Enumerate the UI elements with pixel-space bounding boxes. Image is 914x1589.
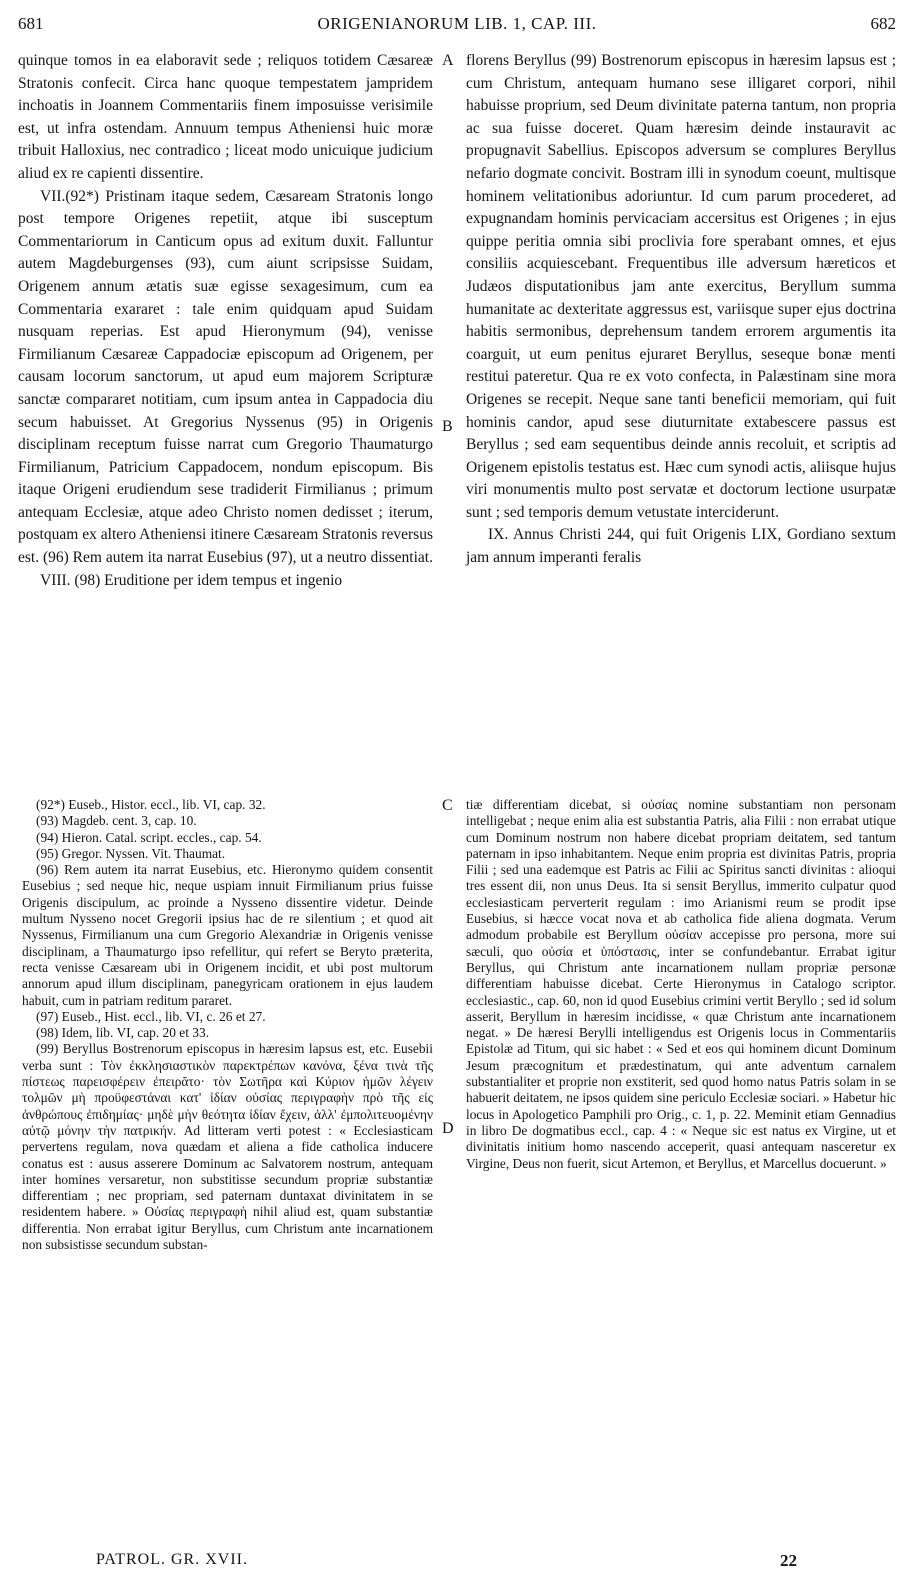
paragraph: quinque tomos in ea elaboravit sede ; reliquos totidem Cæsareæ Stratonis confecit. Circa hanc quoque tempestatem jampridem inchoatis in Joannem Commentariis finem imposuisse verisimile est, ut infra ostendam. Annuum tempus Atheniensi huic moræ tribuit Halloxius, nec contradico ; liceat modo unicuique judicium aliud ex re capienti dissentire. (18, 52, 433, 182)
running-header (18, 10, 896, 38)
main-column-left (18, 50, 433, 592)
footnotes-left (22, 797, 433, 1253)
paragraph-ix-start: IX. Annus Christi 244, qui fuit Origenis LIX, Gordiano sextum jam annum imperanti feralis (466, 526, 896, 567)
margin-marker-a: A (442, 52, 454, 69)
margin-marker-b: B (442, 418, 453, 435)
page-number-right: 682 (870, 14, 896, 33)
footnote: (92*) Euseb., Histor. eccl., lib. VI, cap. 32. (36, 797, 266, 812)
paragraph-viii-cont: florens Beryllus (99) Bostrenorum episcopus in hæresim lapsus est ; cum Christum, antequam humano sese illigaret corpori, nihil habuisse proprium, sed Deum divinitate paterna tantum, non propria ac sua fuisse doceret. Quam hæresim deinde instauravit ac propugnavit Sabellius. Episcopos adversum se complures Beryllus nefario dogmate concivit. Bostram illi in synodum coeunt, multisque hominem velitationibus adoriuntur. Id cum parum procederet, ad expugnandam hominis pervicaciam accersitus est Origenes ; in ejus quippe peritia omnia sibi proclivia fore sperabant omnes, et ejus consiliis acquiescebant. Frequentibus ille adversum hæreticos et Judæos disputationibus jam ante exercitus, Beryllum summa humanitate ac dexteritate aggressus est, variisque super ejus doctrina habitis sermonibus, deprehensum tandem errorem argumentis ita coarguit, ut eum penitus ejuraret Beryllus, seseque bonæ menti restitui pateretur. Qua re ex voto confecta, in Palæstinam sine mora Origenes se recepit. Neque sane tanti beneficii memoriam, qui fuit hominis candor, apud sese diuturnitate extabescere passus est Beryllus ; sed eam sequentibus deinde annis recoluit, et scriptis ad Origenem epistolis testatus est. Hæc cum synodi actis, aliisque hujus viri monumentis multo post servatæ et doctorum lectione usurpatæ sunt ; sed temporis demum vetustate interciderunt. (466, 52, 896, 521)
paragraph-vii: VII.(92*) Pristinam itaque sedem, Cæsaream Stratonis longo post tempore Origenes repetiit, atque ibi susceptum Commentariorum in Canticum opus ad exitum duxit. Falluntur autem Magdeburgenses (93), cum aiunt scripsisse Suidam, Origenem annum ætatis suæ egisse sexagesimum, cum ea Commentaria exararet : tale enim quidquam apud Suidam nusquam reperias. Est apud Hieronymum (94), venisse Firmilianum Cæsareæ Cappadociæ episcopum ad Origenem, per causam locorum sanctorum, ut apud eum majorem Scripturæ sanctæ compararet notitiam, cum ipsum antea in Cappadocia diu secum habuisset. At Gregorius Nyssenus (95) in Origenis disciplinam receptum fuisse narrat cum Gregorio Thaumaturgo Firmilianum, Patricium Cappadocem, nondum episcopum. Bis itaque Origeni erudiendum sese tradiderit Firmilianus ; primum antequam Ecclesiæ, atque adeo Christo nomen dedisset ; iterum, postquam ex altero Atheniensi itinere Cæsaream Stratonis reversus est. (96) Rem autem ita narrat Eusebius (97), ut a neutro dissentiat. (18, 187, 433, 567)
footnote: (99) Beryllus Bostrenorum episcopus in hæresim lapsus est, etc. Eusebii verba sunt : Τὸν ἐκκλησιαστικὸν παρεκτρέπων κανόνα, ξένα τινὰ τῆς πίστεως παρεισφέρειν ἐπειρᾶτο· τὸν Σωτῆρα καὶ Κύριον ἡμῶν λέγειν τολμῶν μὴ προϋφεστάναι κατ' ἰδίαν οὐσίας περιγραφὴν πρὸ τῆς εἰς ἀνθρώπους ἐπιδημίας· μηδὲ μὴν θεότητα ἰδίαν ἔχειν, ἀλλ' ἐμπολιτευομένην αὐτῷ μόνην τὴν πατρικήν. Ad litteram verti potest : « Ecclesiasticam pervertens regulam, nova quædam et aliena a fide catholica inducere conatus est : ausus asserere Dominum ac Salvatorem nostrum, antequam inter homines versaretur, non substitisse secundum propriæ substantiæ differentiam ; nec propriam, sed paternam duntaxat divinitatem in se residentem habere. » Οὐσίας περιγραφὴ nihil aliud est, quam substantiæ differentia. Non errabat igitur Beryllus, cum Christum ante incarnationem non subsistisse secundum substan- (22, 1041, 433, 1253)
footnotes-right (466, 797, 896, 1172)
paragraph-viii-start: VIII. (98) Eruditione per idem tempus et ingenio (40, 571, 343, 589)
footnote: (97) Euseb., Hist. eccl., lib. VI, c. 26 et 27. (36, 1008, 266, 1024)
main-column-right (466, 50, 896, 570)
margin-marker-c: C (442, 797, 453, 814)
footnote: (96) Rem autem ita narrat Eusebius, etc. Hieronymo quidem consentit Eusebius ; sed neque hic, neque uspiam innuit Firmilianum prius fuisse Origenis discipulum, ac proinde a Nysseno dissentire videtur. Deinde multum Nysseno nocet Gregorii ipsius hac de re silentium ; et quod ait Nyssenus, Firmilianum una cum Gregorio Alexandriæ in Origenis venisse disciplinam, a Thaumaturgo ipso refellitur, qui refert se Beryto præterita, recta venisse Cæsaream ubi in Origenem incidit, et ubi post multorum annorum apud illum disciplinam, panegyricam orationem in ejus laudem habuit, cum in patriam reditum pararet. (22, 862, 433, 1008)
margin-marker-d: D (442, 1120, 454, 1137)
footnote-continued: tiæ differentiam dicebat, si οὐσίας nomine substantiam non personam intelligebat ; neque enim alia est substantia Patris, alia Filii : non errabat utique cum Dominum nostrum non habere dicebat propriam deitatem, sed tantum paternam in ipso inhabitantem. Neque enim propria est divinitas Patris, propria Filii ; sed una eademque est Patris ac Filii ac Spiritus sancti divinitas : alioqui tres essent dii, non unus Deus. Ita si sensit Beryllus, immerito culpatur quod ecclesiasticam perverterit regulam : imo Arianismi reum se prodit ipse Eusebius, si hæcce vocat nova et ab catholica fide aliena dogmata. Verum admodum probabile est Beryllum οὐσίαν accepisse pro persona, more sui sæculi, quo οὐσία et ὑπόστασις, inter se confundebantur. Errabat igitur Beryllus, qui Christum ante incarnationem nullam propriæ personæ differentiam habuisse dicebat. Certe Hieronymus in Catalogo scriptor. ecclesiastic., cap. 60, non id quod Eusebius crimini vertit Beryllo ; sed id solum asserit, Beryllum in hæresim incidisse, « quæ Christum ante incarnationem negat. » De hæresi Berylli intelligendus est Origenis locus in Commentariis Epistolæ ad Titum, qui sic habet : « Sed et eos qui hominem dicunt Dominum Jesum præcognitum et prædestinatum, qui ante adventum carnalem substantialiter et proprie non exstiterit, sed quod homo natus Patris solam in se habuerit deitatem, ne ipsos quidem sine periculo Ecclesiæ sociari. » Habetur hic locus in Apologetico Pamphili pro Orig., c. 1, p. 22. Meminit etiam Gennadius in libro De dogmatibus eccl., cap. 4 : « Neque sic est natus ex Virgine, ut et divinitatis initium homo nascendo acceperit, quasi antequam nasceretur ex Virgine, Deus non fuerit, sicut Artemon, et Beryllus, et Marcellus docuerunt. » (466, 797, 896, 1171)
footnote: (95) Gregor. Nyssen. Vit. Thaumat. (36, 845, 226, 861)
footnote: (94) Hieron. Catal. script. eccles., cap. 54. (36, 829, 262, 845)
footnote: (93) Magdeb. cent. 3, cap. 10. (36, 813, 197, 829)
footnote: (98) Idem, lib. VI, cap. 20 et 33. (36, 1025, 210, 1041)
running-title: ORIGENIANORUM LIB. 1, CAP. III. (317, 14, 597, 33)
page-number-left: 681 (18, 14, 44, 33)
sheet-number: 22 (780, 1551, 797, 1570)
series-signature: PATROL. GR. XVII. (96, 1551, 248, 1568)
